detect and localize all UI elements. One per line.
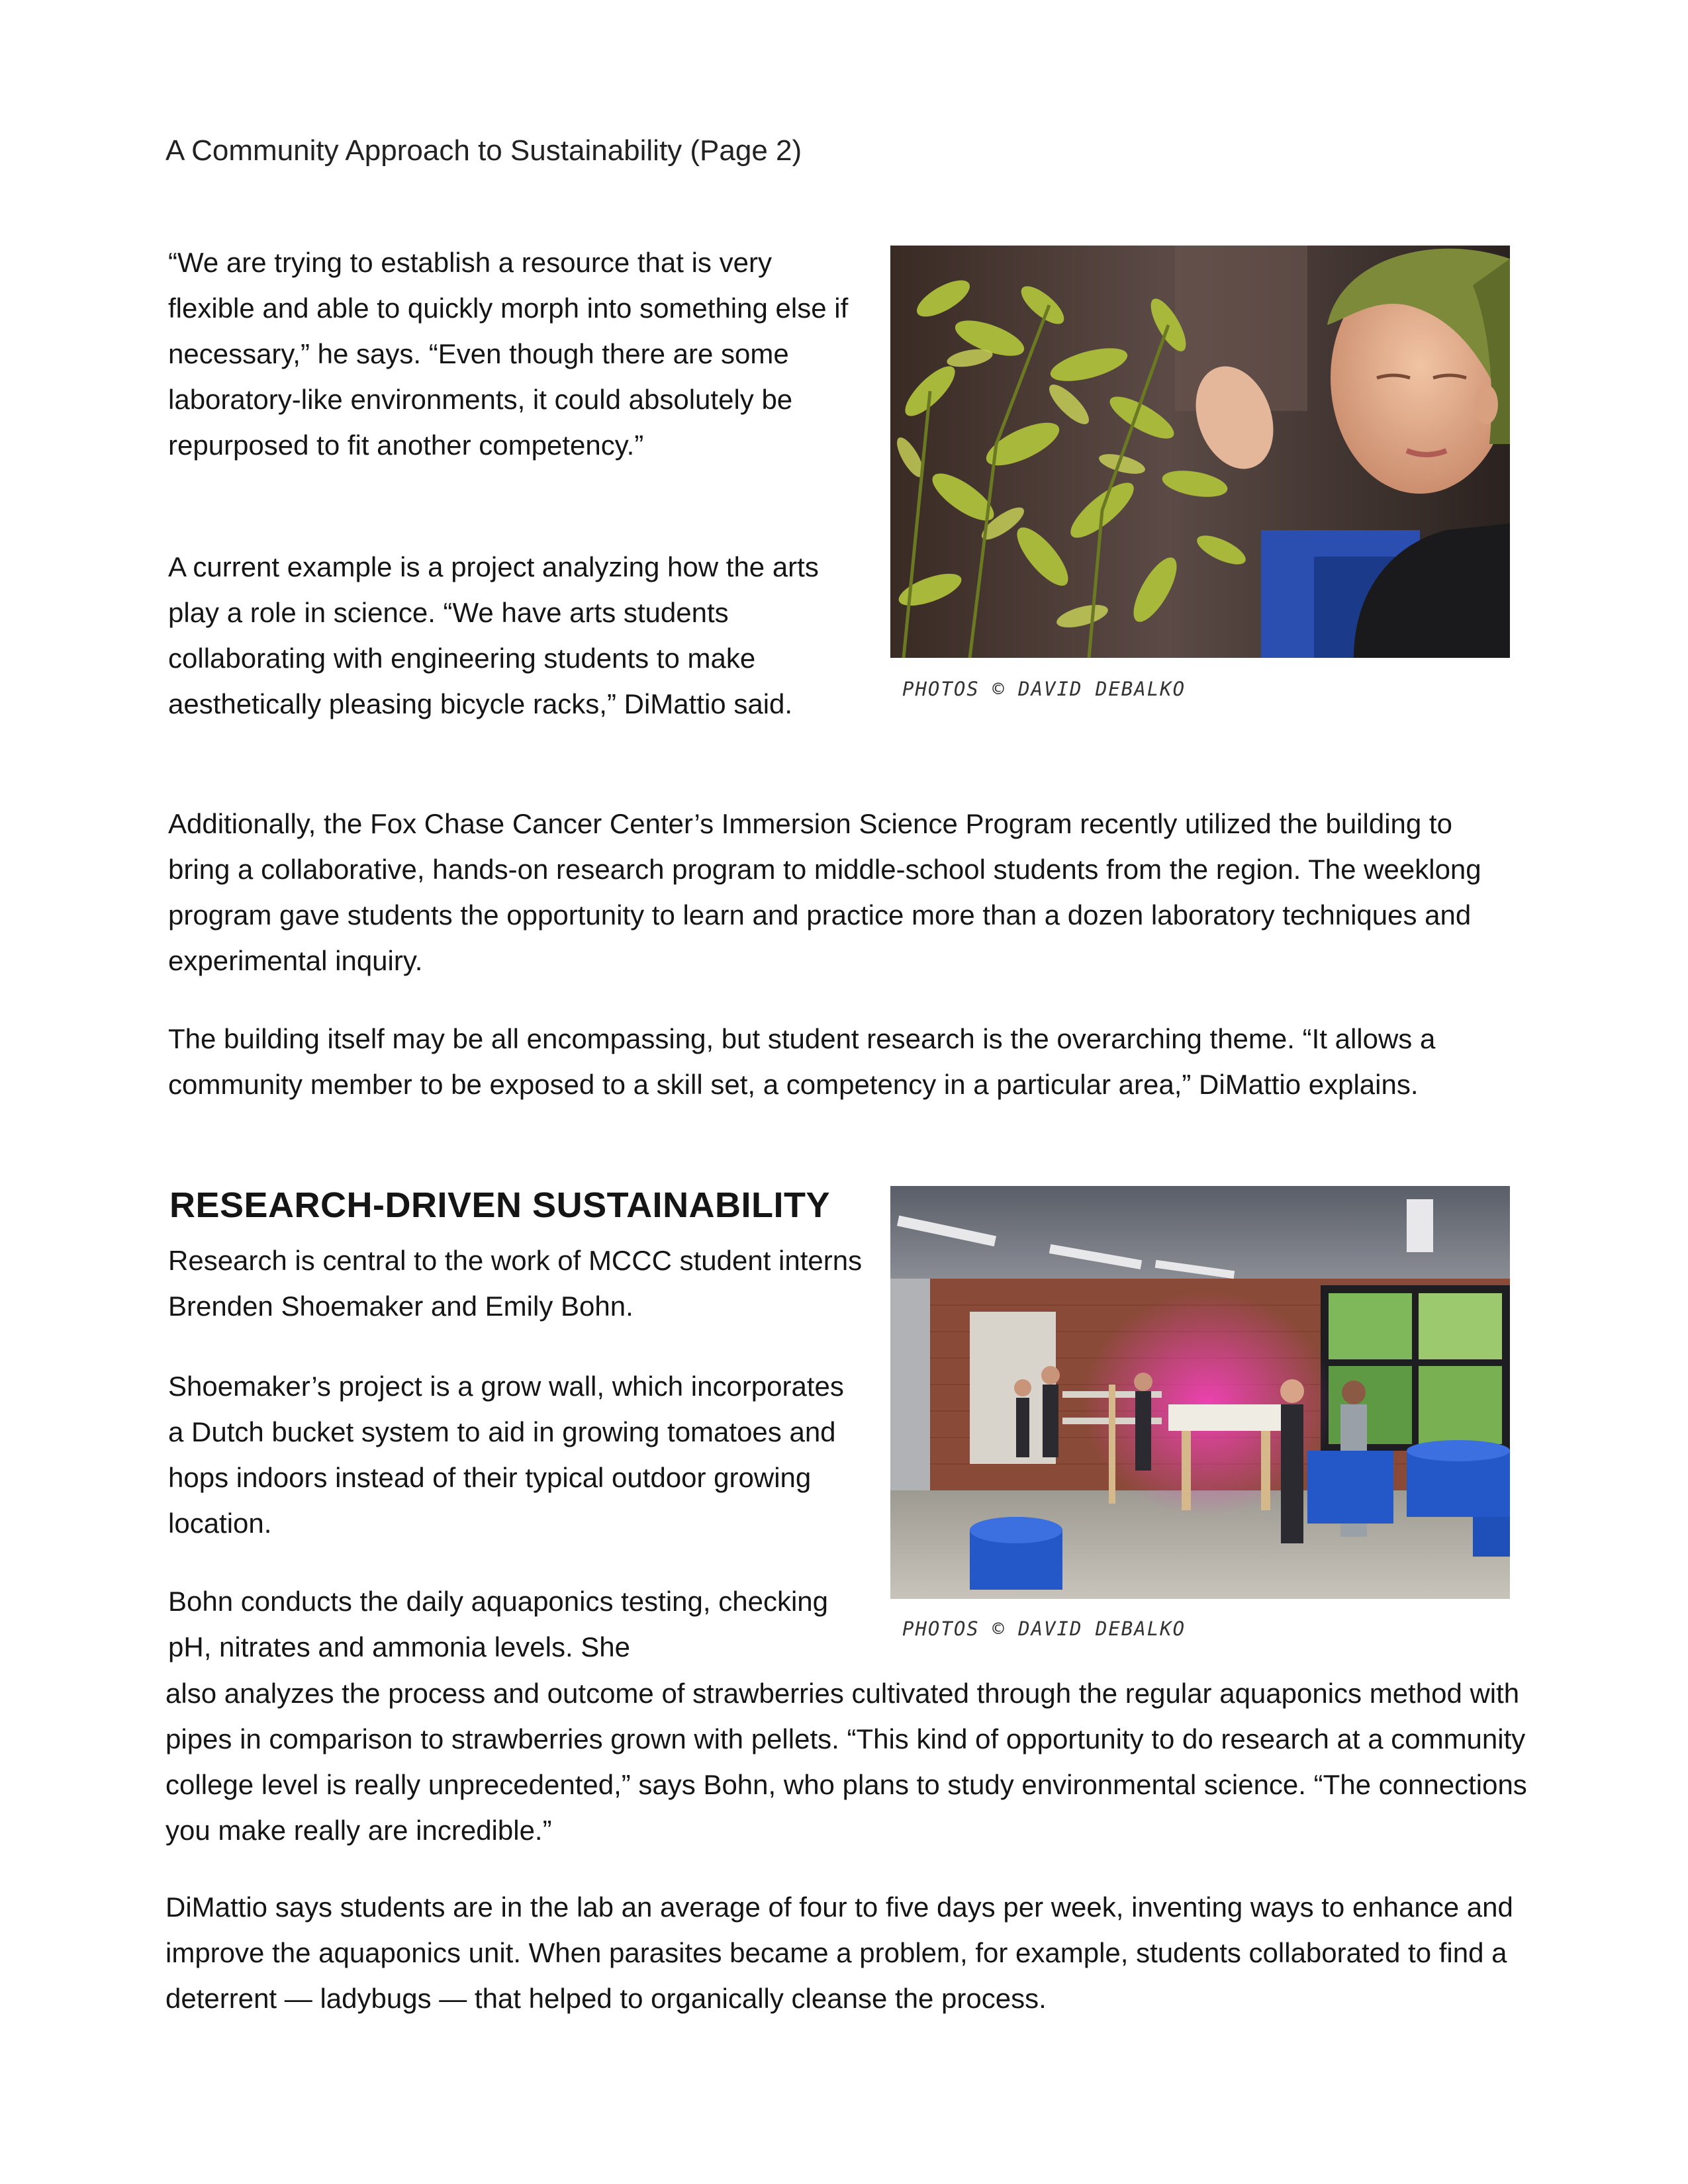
- section-heading: RESEARCH-DRIVEN SUSTAINABILITY: [169, 1185, 831, 1225]
- interns-paragraph: Research is central to the work of MCCC student interns Brenden Shoemaker and Emily Bohn.: [168, 1245, 863, 1322]
- quote-paragraph: “We are trying to establish a resource that is very flexible and able to quickly morph into something else if necessary,” he says. “Even though there are some laboratory-like environments, it could absolutely be repurposed to fit another competency.”: [168, 247, 849, 461]
- grow-wall-paragraph: Shoemaker’s project is a grow wall, which incorporates a Dutch bucket system to aid in growing tomatoes and hops indoors instead of their typical outdoor growing location.: [168, 1371, 844, 1539]
- encompassing-paragraph: The building itself may be all encompassing, but student research is the overarching theme. “It allows a community member to be exposed to a skill set, a competency in a particular area,” DiMattio explains.: [168, 1023, 1436, 1100]
- page-title: A Community Approach to Sustainability (Page 2): [165, 134, 802, 167]
- bohn-paragraph-continued: also analyzes the process and outcome of strawberries cultivated through the regular aquaponics method with pipes in comparison to strawberries grown with pellets. “This kind of opportunity to do research at a community college level is really unprecedented,” says Bohn, who plans to study environmental science. “The connections you make really are incredible.”: [165, 1678, 1527, 1846]
- bohn-paragraph-start: Bohn conducts the daily aquaponics testing, checking pH, nitrates and ammonia levels. She: [168, 1586, 828, 1662]
- photo-credit-caption: PHOTOS © DAVID DEBALKO: [902, 678, 1186, 700]
- ladybugs-paragraph: DiMattio says students are in the lab an average of four to five days per week, inventing ways to enhance and improve the aquaponics unit. When parasites became a problem, for example, students collaborated to find a deterrent — ladybugs — that helped to organically cleanse the process.: [165, 1891, 1513, 2014]
- fox-chase-paragraph: Additionally, the Fox Chase Cancer Center’s Immersion Science Program recently utilized the building to bring a collaborative, hands-on research program to middle-school students from the region. The weeklong program gave students the opportunity to learn and practice more than a dozen laboratory techniques and experimental inquiry.: [168, 808, 1481, 976]
- aquaponics-lab-photo: [890, 1186, 1510, 1599]
- plant-student-photo: [890, 246, 1510, 658]
- photo-credit-caption-2: PHOTOS © DAVID DEBALKO: [902, 1617, 1186, 1640]
- arts-example-paragraph: A current example is a project analyzing how the arts play a role in science. “We have arts students collaborating with engineering students to make aesthetically pleasing bicycle racks,” DiMattio said.: [168, 551, 819, 719]
